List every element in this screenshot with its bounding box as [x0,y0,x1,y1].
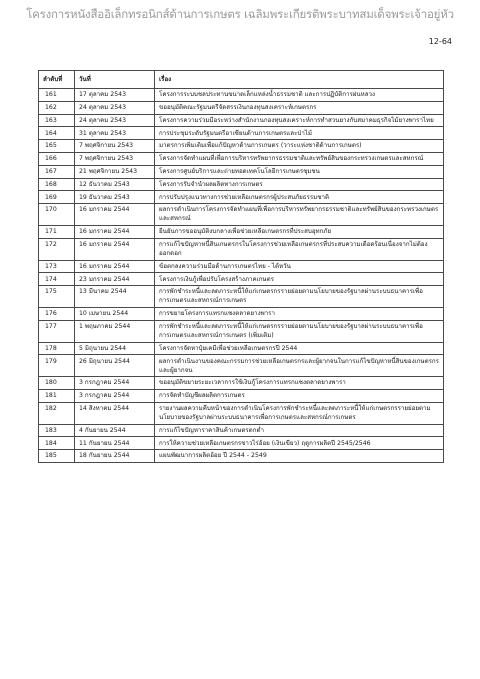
table-row [39,389,444,402]
row-date: 11 กันยายน 2544 [75,437,155,450]
row-date: 16 มกราคม 2544 [75,204,155,226]
row-subject: โครงการความร่วมมือระหว่างสำนักงานกองทุนสงเคราะห์การทำสวนยางกับสมาคมธุรกิจไม้ยางพาราไทย [155,114,444,127]
table-row [39,204,444,226]
row-subject: การขยายโครงการแทรกแซงตลาดยางพารา [155,307,444,320]
row-date: 24 ตุลาคม 2543 [75,101,155,114]
table-row [39,127,444,140]
row-number: 174 [39,273,75,286]
column-header-date: วันที่ [75,71,155,89]
table-row [39,101,444,114]
row-date: 16 มกราคม 2544 [75,225,155,238]
table-row [39,140,444,153]
table-row [39,307,444,320]
row-subject: การพักชำระหนี้และลดภาระหนี้ให้แก่เกษตรกรรายย่อยตามนโยบายของรัฐบาลผ่านระบบธนาคารเพื่อการเกษตรและสหกรณ์การเกษตร (เพิ่มเติม) [155,320,444,342]
table-row [39,286,444,308]
row-number: 184 [39,437,75,450]
row-subject: โครงการเงินกู้เพื่อปรับโครงสร้างภาคเกษตร [155,273,444,286]
row-number: 173 [39,260,75,273]
row-date: 1 พฤษภาคม 2544 [75,320,155,342]
row-date: 18 กันยายน 2544 [75,450,155,463]
row-subject: โครงการจัดหาปุ๋ยเคมีเพื่อช่วยเหลือเกษตรกรปี 2544 [155,342,444,355]
row-number: 179 [39,355,75,377]
row-number: 165 [39,140,75,153]
table-row [39,89,444,102]
row-date: 16 มกราคม 2544 [75,260,155,273]
row-date: 24 ตุลาคม 2543 [75,114,155,127]
row-number: 169 [39,191,75,204]
row-date: 19 ธันวาคม 2543 [75,191,155,204]
table-row [39,165,444,178]
row-number: 166 [39,152,75,165]
table-row [39,225,444,238]
table-row [39,178,444,191]
table-row [39,191,444,204]
row-date: 7 พฤศจิกายน 2543 [75,140,155,153]
row-number: 185 [39,450,75,463]
row-date: 21 พฤศจิกายน 2543 [75,165,155,178]
table-row [39,260,444,273]
resolution-table [38,70,444,463]
row-number: 176 [39,307,75,320]
row-date: 14 สิงหาคม 2544 [75,402,155,424]
row-number: 163 [39,114,75,127]
row-date: 12 ธันวาคม 2543 [75,178,155,191]
row-subject: การให้ความช่วยเหลือเกษตรกรชาวไร่อ้อย (เงินเขียว) ฤดูการผลิตปี 2545/2546 [155,437,444,450]
row-date: 17 ตุลาคม 2543 [75,89,155,102]
row-date: 31 ตุลาคม 2543 [75,127,155,140]
row-subject: การประชุมระดับรัฐมนตรีอาเซียนด้านการเกษตรและป่าไม้ [155,127,444,140]
row-date: 7 พฤศจิกายน 2543 [75,152,155,165]
table-row [39,450,444,463]
row-date: 3 กรกฎาคม 2544 [75,377,155,390]
row-subject: การจัดทำบัญชีผลผลิตการเกษตร [155,389,444,402]
row-number: 162 [39,101,75,114]
table-row [39,238,444,260]
row-number: 172 [39,238,75,260]
page-number: 12-64 [428,37,452,46]
row-subject: ขออนุมัติขยายระยะเวลาการใช้เงินกู้โครงการแทรกแซงตลาดยางพารา [155,377,444,390]
row-subject: โครงการรับจำนำผลผลิตทางการเกษตร [155,178,444,191]
row-number: 161 [39,89,75,102]
row-number: 175 [39,286,75,308]
row-number: 168 [39,178,75,191]
row-number: 167 [39,165,75,178]
table-row [39,437,444,450]
table-row [39,152,444,165]
row-number: 171 [39,225,75,238]
table-row [39,320,444,342]
table-body [39,89,444,463]
row-date: 3 กรกฎาคม 2544 [75,389,155,402]
table-row [39,424,444,437]
row-number: 181 [39,389,75,402]
row-subject: ข้อตกลงความร่วมมือด้านการเกษตรไทย - ไต้หวัน [155,260,444,273]
row-subject: โครงการศูนย์บริการและถ่ายทอดเทคโนโลยีการเกษตรชุมชน [155,165,444,178]
row-subject: ผลการดำเนินงานของคณะกรรมการช่วยเหลือเกษตรกรและผู้ยากจนในการแก้ไขปัญหาหนี้สินของเกษตรกรและผู้ยากจน [155,355,444,377]
row-number: 183 [39,424,75,437]
row-subject: โครงการจัดทำแผนที่เพื่อการบริหารทรัพยากรธรรมชาติและทรัพย์สินของกระทรวงเกษตรและสหกรณ์ [155,152,444,165]
row-subject: ผลการดำเนินการโครงการจัดทำแผนที่เพื่อการบริหารทรัพยากรธรรมชาติและทรัพย์สินของกระทรวงเกษตรและสหกรณ์ [155,204,444,226]
row-date: 16 มกราคม 2544 [75,238,155,260]
row-subject: รายงานผลความคืบหน้าของการดำเนินโครงการพักชำระหนี้และลดภาระหนี้ให้แก่เกษตรกรรายย่อยตามนโยบายของรัฐบาลผ่านระบบธนาคารเพื่อการเกษตรและสหกรณ์การเกษตร [155,402,444,424]
row-number: 170 [39,204,75,226]
row-number: 164 [39,127,75,140]
row-number: 178 [39,342,75,355]
document-header-title: โครงการหนังสืออิเล็กทรอนิกส์ด้านการเกษตร เฉลิมพระเกียรติพระบาทสมเด็จพระเจ้าอยู่หัว [26,7,454,21]
row-date: 4 กันยายน 2544 [75,424,155,437]
row-subject: แผนพัฒนาการผลิตอ้อย ปี 2544 - 2549 [155,450,444,463]
row-number: 177 [39,320,75,342]
table-row [39,377,444,390]
row-subject: การปรับปรุงแนวทางการช่วยเหลือเกษตรกรผู้ประสบภัยธรรมชาติ [155,191,444,204]
table-row [39,342,444,355]
table-row [39,273,444,286]
row-date: 5 มิถุนายน 2544 [75,342,155,355]
table-row [39,355,444,377]
row-subject: การแก้ไขปัญหาราคาสินค้าเกษตรตกต่ำ [155,424,444,437]
table-header-row [39,71,444,89]
row-subject: การพักชำระหนี้และลดภาระหนี้ให้แก่เกษตรกรรายย่อยตามนโยบายของรัฐบาลผ่านระบบธนาคารเพื่อการเกษตรและสหกรณ์การเกษตร [155,286,444,308]
row-date: 10 เมษายน 2544 [75,307,155,320]
row-number: 180 [39,377,75,390]
row-subject: ขออนุมัติคณะรัฐมนตรีจัดสรรเงินกองทุนสงเคราะห์เกษตรกร [155,101,444,114]
row-subject: โครงการระบบชลประทานขนาดเล็กแหล่งน้ำธรรมชาติ และการปฏิบัติการฝนหลวง [155,89,444,102]
table-row [39,402,444,424]
column-header-no: ลำดับที่ [39,71,75,89]
table-row [39,114,444,127]
row-number: 182 [39,402,75,424]
row-subject: ยืนยันการขออนุมัติงบกลางเพื่อช่วยเหลือเกษตรกรที่ประสบอุทกภัย [155,225,444,238]
column-header-subject: เรื่อง [155,71,444,89]
row-subject: การแก้ไขปัญหาหนี้สินเกษตรกรในโครงการช่วยเหลือเกษตรกรที่ประสบความเดือดร้อนเนื่องจากไม่ต้องออกดอก [155,238,444,260]
row-subject: มาตรการเพิ่มเติมเพื่อแก้ปัญหาด้านการเกษตร (วาระแห่งชาติด้านการเกษตร) [155,140,444,153]
row-date: 23 มกราคม 2544 [75,273,155,286]
row-date: 26 มิถุนายน 2544 [75,355,155,377]
row-date: 13 มีนาคม 2544 [75,286,155,308]
